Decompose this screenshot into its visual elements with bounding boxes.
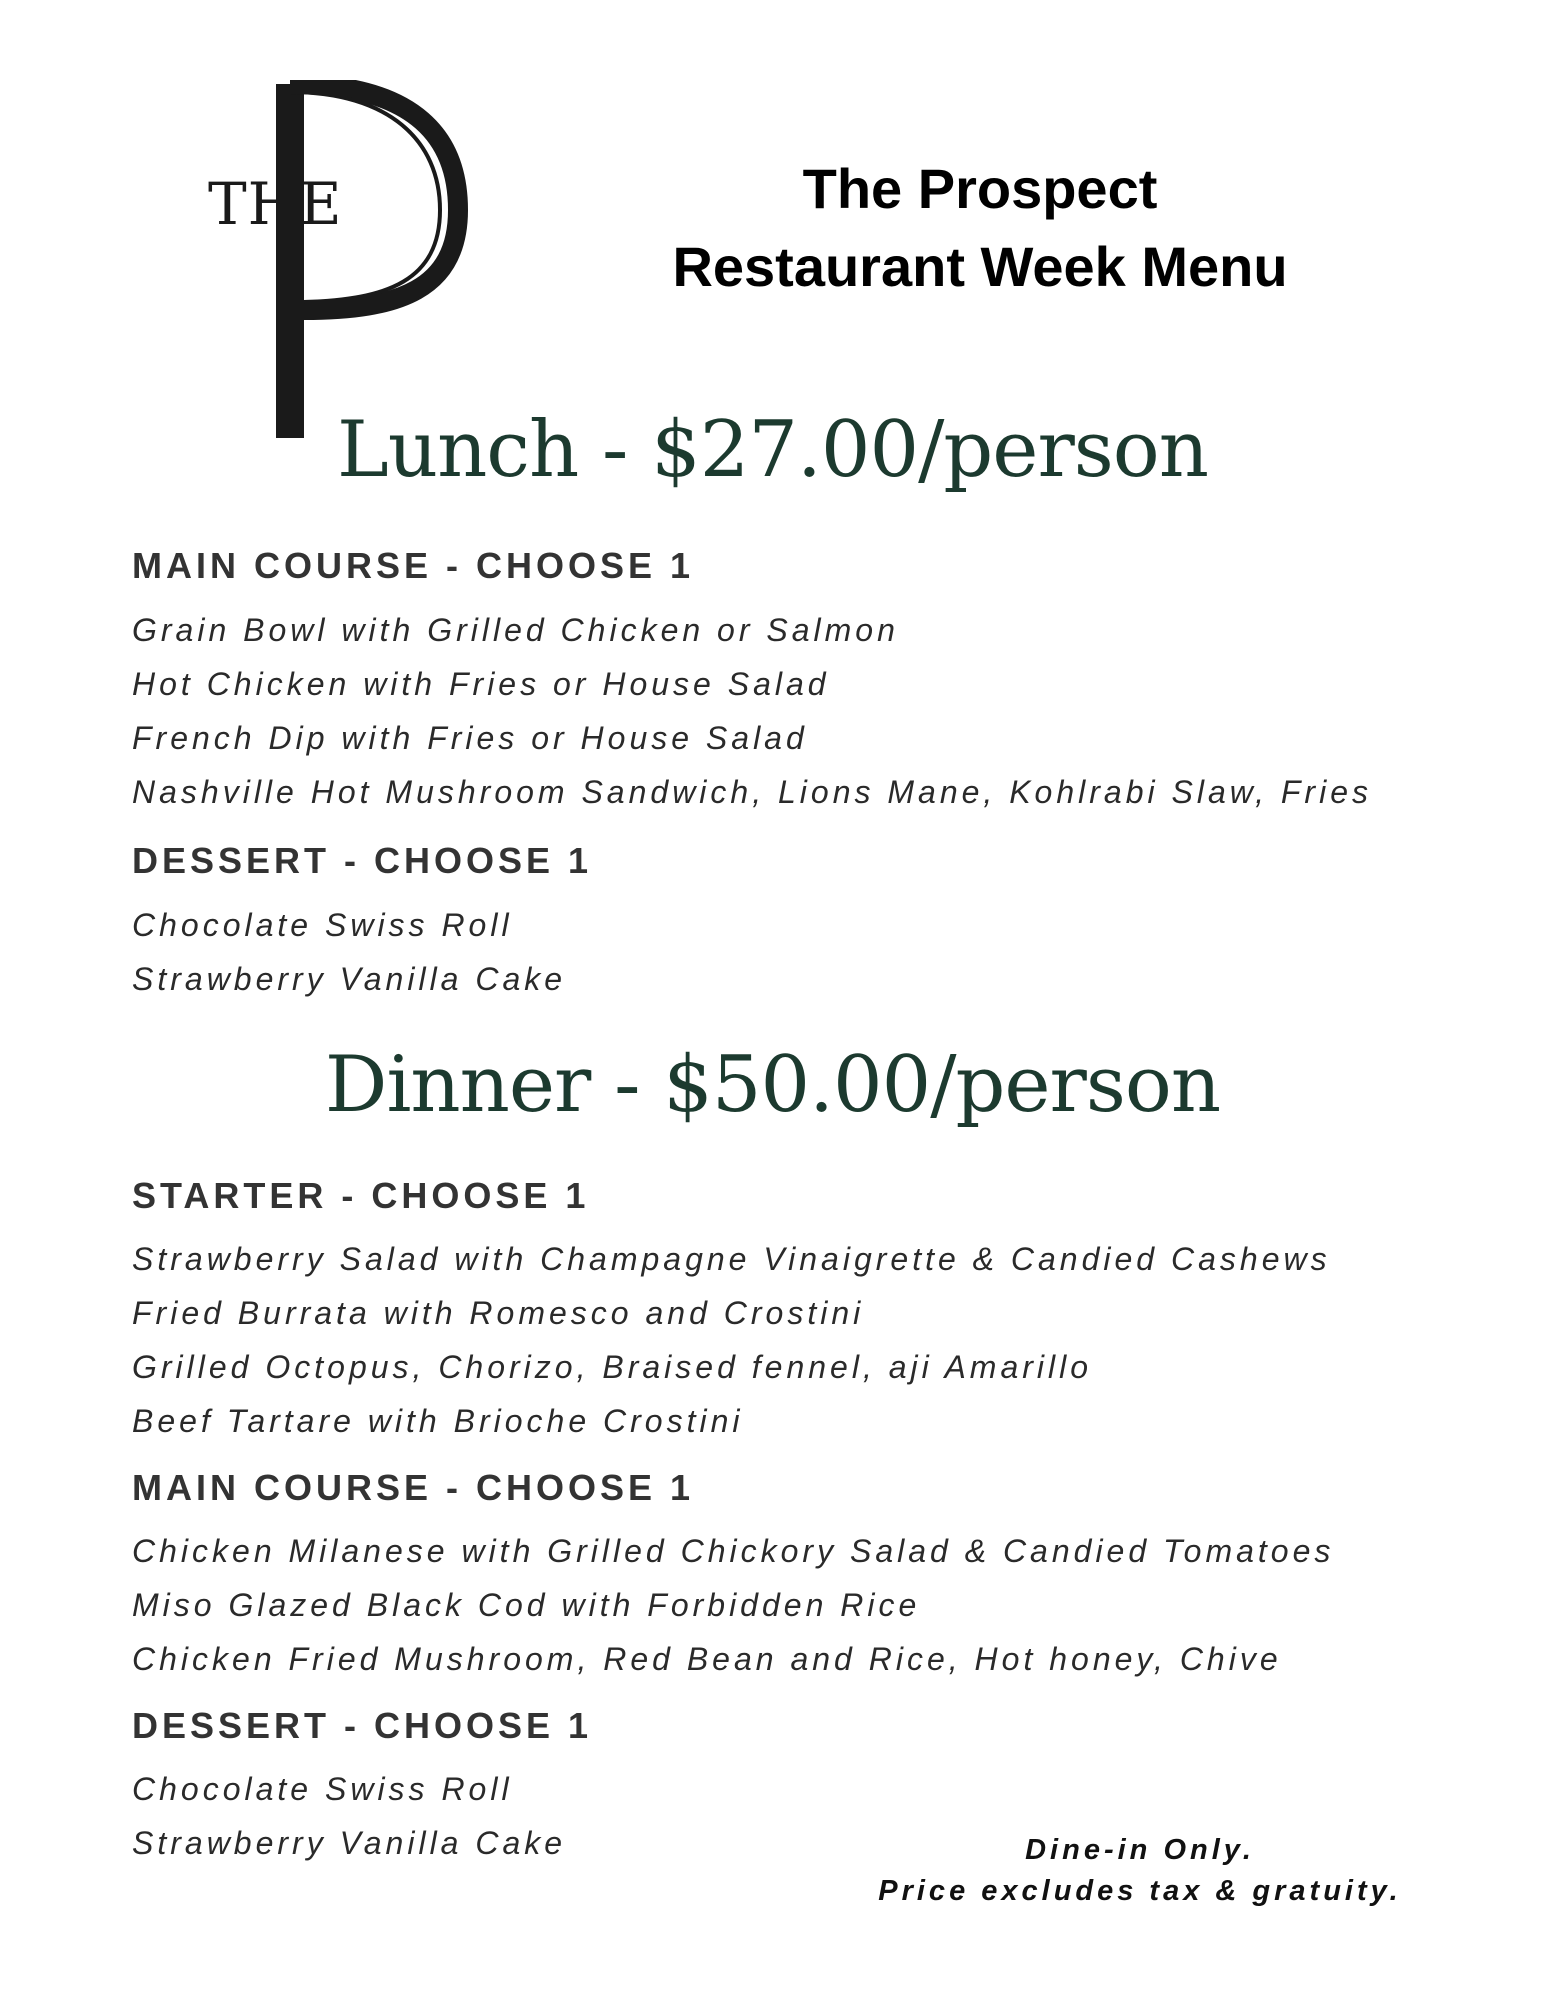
list-item: Beef Tartare with Brioche Crostini bbox=[132, 1403, 744, 1439]
list-item: Fried Burrata with Romesco and Crostini bbox=[132, 1295, 865, 1331]
dinner-dessert-list bbox=[132, 1762, 566, 1870]
restaurant-name: The Prospect bbox=[802, 157, 1158, 220]
dinner-starter-list bbox=[132, 1232, 1331, 1448]
dinner-heading: Dinner - $50.00/person bbox=[324, 1040, 1221, 1130]
menu-title: Restaurant Week Menu bbox=[672, 235, 1288, 298]
the-prospect-logo bbox=[208, 80, 478, 450]
list-item: Strawberry Vanilla Cake bbox=[132, 961, 567, 997]
list-item: Nashville Hot Mushroom Sandwich, Lions Mane, Kohlrabi Slaw, Fries bbox=[132, 774, 1372, 810]
dinner-main-course-label: MAIN COURSE - CHOOSE 1 bbox=[132, 1467, 695, 1508]
page-title bbox=[600, 150, 1360, 306]
lunch-heading: Lunch - $27.00/person bbox=[337, 405, 1208, 495]
lunch-main-course-label: MAIN COURSE - CHOOSE 1 bbox=[132, 545, 695, 586]
dine-in-note: Dine-in Only. bbox=[1025, 1834, 1255, 1866]
list-item: Chicken Milanese with Grilled Chickory Salad & Candied Tomatoes bbox=[132, 1533, 1335, 1569]
price-note: Price excludes tax & gratuity. bbox=[878, 1875, 1402, 1907]
list-item: Miso Glazed Black Cod with Forbidden Rice bbox=[132, 1587, 921, 1623]
list-item: Strawberry Salad with Champagne Vinaigrette & Candied Cashews bbox=[132, 1241, 1331, 1277]
lunch-dessert-list bbox=[132, 898, 566, 1006]
p-letter-icon bbox=[208, 80, 478, 450]
list-item: Grain Bowl with Grilled Chicken or Salmon bbox=[132, 612, 899, 648]
list-item: Chicken Fried Mushroom, Red Bean and Rice, Hot honey, Chive bbox=[132, 1641, 1282, 1677]
list-item: Strawberry Vanilla Cake bbox=[132, 1825, 567, 1861]
dinner-starter-label: STARTER - CHOOSE 1 bbox=[132, 1175, 590, 1216]
list-item: Chocolate Swiss Roll bbox=[132, 1771, 513, 1807]
list-item: Grilled Octopus, Chorizo, Braised fennel, aji Amarillo bbox=[132, 1349, 1093, 1385]
list-item: Hot Chicken with Fries or House Salad bbox=[132, 666, 830, 702]
dinner-dessert-label: DESSERT - CHOOSE 1 bbox=[132, 1705, 593, 1746]
logo-the-text: THE bbox=[208, 170, 343, 238]
footer-note bbox=[840, 1830, 1440, 1912]
list-item: Chocolate Swiss Roll bbox=[132, 907, 513, 943]
dinner-main-course-list bbox=[132, 1524, 1334, 1686]
lunch-main-course-list bbox=[132, 603, 1372, 819]
lunch-dessert-label: DESSERT - CHOOSE 1 bbox=[132, 840, 593, 881]
list-item: French Dip with Fries or House Salad bbox=[132, 720, 808, 756]
